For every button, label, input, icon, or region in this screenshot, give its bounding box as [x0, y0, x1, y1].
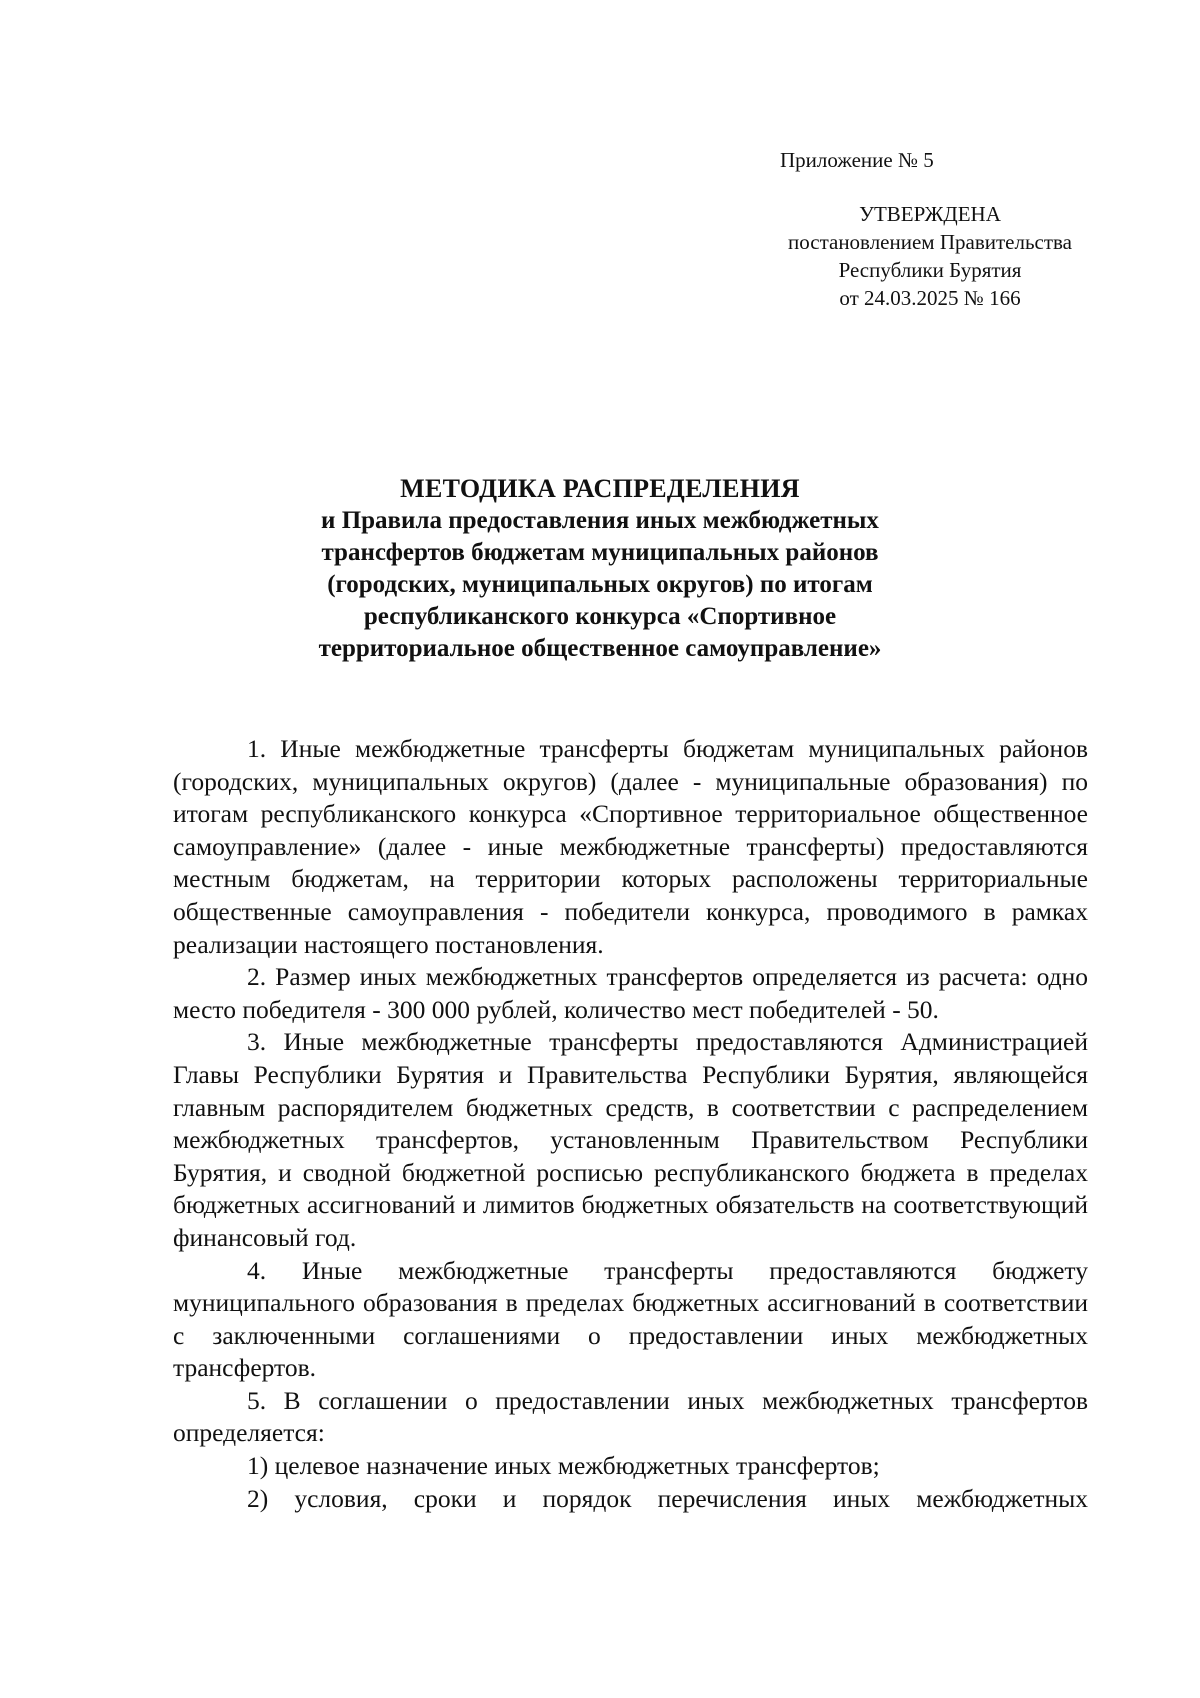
title-line: МЕТОДИКА РАСПРЕДЕЛЕНИЯ	[400, 474, 800, 503]
approval-line: постановлением Правительства	[787, 230, 1072, 254]
title-line: трансфертов бюджетам муниципальных районов	[321, 539, 879, 566]
approval-heading: УТВЕРЖДЕНА	[859, 202, 1001, 226]
appendix-label: Приложение № 5	[780, 148, 934, 172]
approval-line: от 24.03.2025 № 166	[839, 286, 1021, 310]
list-item-2: 2) условия, сроки и порядок перечисления иных межбюджетных	[247, 1483, 1088, 1513]
title-line: территориальное общественное самоуправление»	[318, 635, 882, 662]
paragraph-5: 5. В соглашении о предоставлении иных межбюджетных трансфертов определяется:	[173, 1385, 1088, 1448]
approval-stamp	[740, 200, 1120, 312]
title-line: и Правила предоставления иных межбюджетных	[321, 507, 879, 534]
document-body	[173, 733, 1088, 1515]
document-title	[160, 473, 1040, 665]
title-line: республиканского конкурса «Спортивное	[363, 603, 837, 630]
approval-line: Республики Бурятия	[838, 258, 1022, 282]
paragraph-3: 3. Иные межбюджетные трансферты предоставляются Администрацией Главы Республики Бурятия и Правительства Республики Бурятия, являющейся главным распорядителем бюджетных средств, в соответствии с распределением межбюджетных трансфертов, установленным Правительством Республики Бурятия, и сводной бюджетной росписью республиканского бюджета в пределах бюджетных ассигнований и лимитов бюджетных обязательств на соответствующий финансовый год.	[173, 1027, 1088, 1252]
list-item-1: 1) целевое назначение иных межбюджетных трансфертов;	[247, 1451, 880, 1481]
paragraph-2: 2. Размер иных межбюджетных трансфертов определяется из расчета: одно место победителя - 300 000 рублей, количество мест победителей - 50.	[173, 962, 1088, 1024]
title-line: (городских, муниципальных округов) по итогам	[327, 571, 873, 598]
paragraph-4: 4. Иные межбюджетные трансферты предоставляются бюджету муниципального образования в пределах бюджетных ассигнований в соответствии с заключенными соглашениями о предоставлении иных межбюджетных трансфертов.	[173, 1255, 1088, 1383]
paragraph-1: 1. Иные межбюджетные трансферты бюджетам муниципальных районов (городских, муниципальных округов) (далее - муниципальные образования) по итогам республиканского конкурса «Спортивное территориальное общественное самоуправление» (далее - иные межбюджетные трансферты) предоставляются местным бюджетам, на территории которых расположены территориальные общественные самоуправления - победители конкурса, проводимого в рамках реализации настоящего постановления.	[173, 734, 1088, 959]
